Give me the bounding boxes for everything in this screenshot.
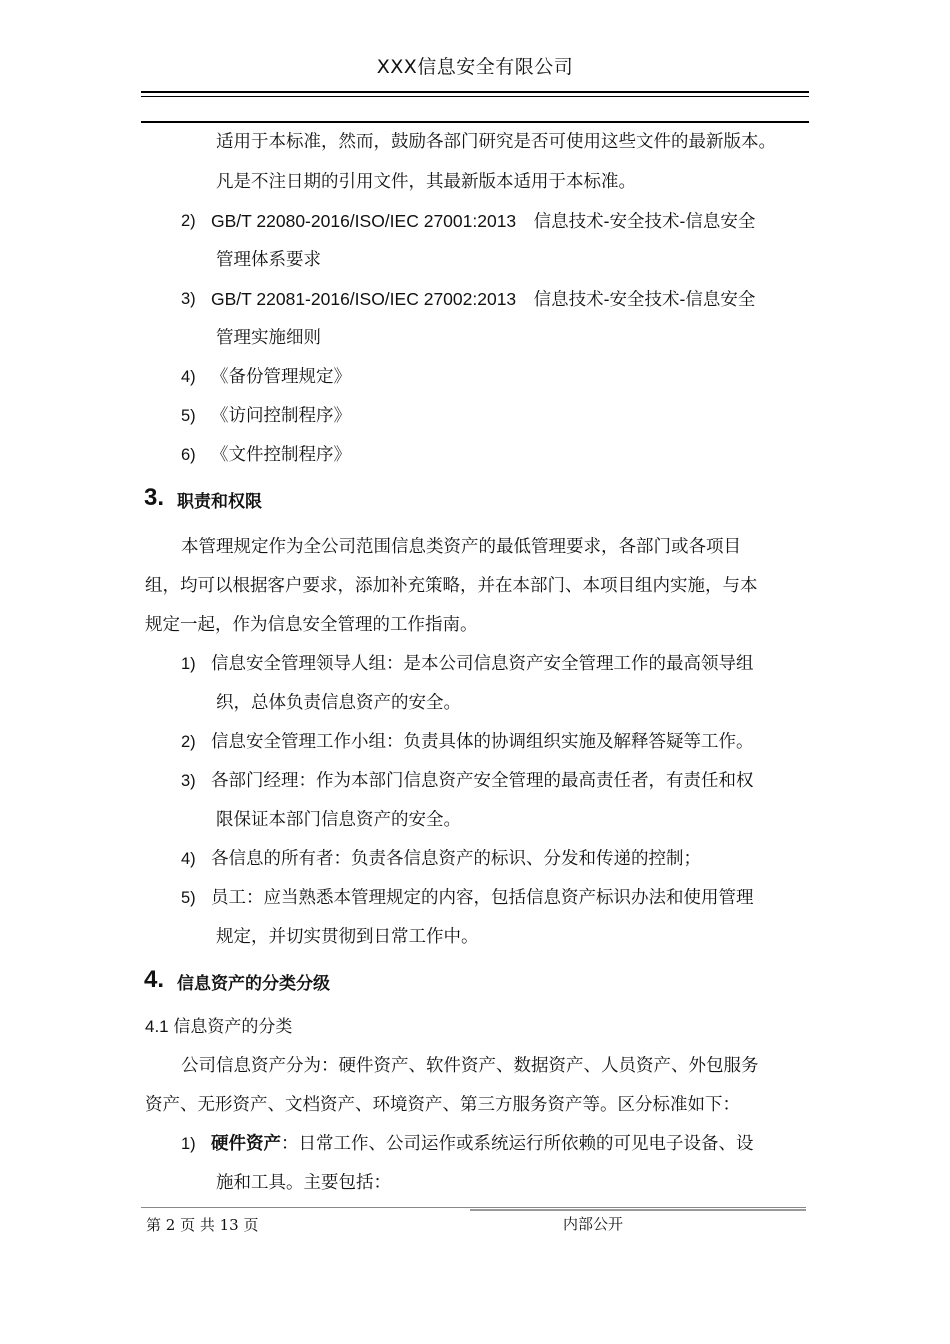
ref-intro-line2: 凡是不注日期的引用文件，其最新版本适用于本标准。 bbox=[216, 172, 636, 192]
list-item-text: GB/T 22080-2016/ISO/IEC 27001:2013 信息技术-安全技术-信息安全 bbox=[211, 211, 756, 231]
ref-intro-line1: 适用于本标准，然而，鼓励各部门研究是否可使用这些文件的最新版本。 bbox=[216, 132, 776, 152]
section-title: 信息资产的分类分级 bbox=[177, 974, 330, 994]
list-item-continuation: 施和工具。主要包括： bbox=[216, 1173, 391, 1193]
list-item-continuation: 限保证本部门信息资产的安全。 bbox=[216, 810, 461, 830]
subsection-heading: 4.1 信息资产的分类 bbox=[145, 1017, 293, 1036]
list-item-text: 信息安全管理领导人组：是本公司信息资产安全管理工作的最高领导组 bbox=[211, 654, 754, 674]
list-number: 1) bbox=[181, 655, 196, 673]
list-item-text: GB/T 22081-2016/ISO/IEC 27002:2013 信息技术-安全技术-信息安全 bbox=[211, 289, 756, 309]
paragraph-line: 公司信息资产分为：硬件资产、软件资产、数据资产、人员资产、外包服务 bbox=[181, 1056, 759, 1076]
section-number: 3. bbox=[144, 484, 165, 511]
list-item-text: 员工：应当熟悉本管理规定的内容，包括信息资产标识办法和使用管理 bbox=[211, 888, 754, 908]
list-number: 3) bbox=[181, 772, 196, 790]
body-top-rule bbox=[141, 121, 809, 123]
list-item-text: 信息安全管理工作小组：负责具体的协调组织实施及解释答疑等工作。 bbox=[211, 732, 754, 752]
list-item-continuation: 织，总体负责信息资产的安全。 bbox=[216, 693, 461, 713]
paragraph-line: 组，均可以根据客户要求，添加补充策略，并在本部门、本项目组内实施，与本 bbox=[145, 576, 758, 596]
paragraph-line: 规定一起，作为信息安全管理的工作指南。 bbox=[145, 615, 478, 635]
list-number: 2) bbox=[181, 733, 196, 751]
list-number: 5) bbox=[181, 889, 196, 907]
header-rule-thick bbox=[141, 91, 809, 93]
list-number: 5) bbox=[181, 407, 196, 425]
list-number: 6) bbox=[181, 446, 196, 464]
paragraph-line: 本管理规定作为全公司范围信息类资产的最低管理要求，各部门或各项目 bbox=[181, 537, 741, 557]
list-item-continuation: 规定，并切实贯彻到日常工作中。 bbox=[216, 927, 479, 947]
list-item-description: ：日常工作、公司运作或系统运行所依赖的可见电子设备、设 bbox=[281, 1134, 754, 1154]
list-number: 1) bbox=[181, 1135, 196, 1153]
list-number: 4) bbox=[181, 850, 196, 868]
footer-rule-right bbox=[470, 1209, 806, 1211]
section-title: 职责和权限 bbox=[177, 492, 262, 512]
footer-page-number: 第 2 页 共 13 页 bbox=[146, 1216, 259, 1234]
list-item-text bbox=[211, 1132, 754, 1156]
list-number: 2) bbox=[181, 212, 196, 230]
list-item-text: 《访问控制程序》 bbox=[211, 406, 351, 426]
list-number: 4) bbox=[181, 368, 196, 386]
list-item-continuation: 管理实施细则 bbox=[216, 328, 321, 348]
header-company-name: XXX信息安全有限公司 bbox=[376, 56, 574, 78]
list-item-text: 《文件控制程序》 bbox=[211, 445, 351, 465]
section-number: 4. bbox=[144, 966, 165, 993]
list-item-text: 《备份管理规定》 bbox=[211, 367, 351, 387]
footer-rule bbox=[141, 1207, 806, 1208]
list-item-bold-term: 硬件资产 bbox=[211, 1134, 281, 1154]
footer-classification: 内部公开 bbox=[563, 1215, 624, 1233]
list-item-continuation: 管理体系要求 bbox=[216, 250, 321, 270]
paragraph-line: 资产、无形资产、文档资产、环境资产、第三方服务资产等。区分标准如下： bbox=[145, 1095, 740, 1115]
list-number: 3) bbox=[181, 290, 196, 308]
list-item-text: 各部门经理：作为本部门信息资产安全管理的最高责任者，有责任和权 bbox=[211, 771, 754, 791]
list-item-text: 各信息的所有者：负责各信息资产的标识、分发和传递的控制； bbox=[211, 849, 701, 869]
header-rule-thin bbox=[141, 96, 809, 97]
